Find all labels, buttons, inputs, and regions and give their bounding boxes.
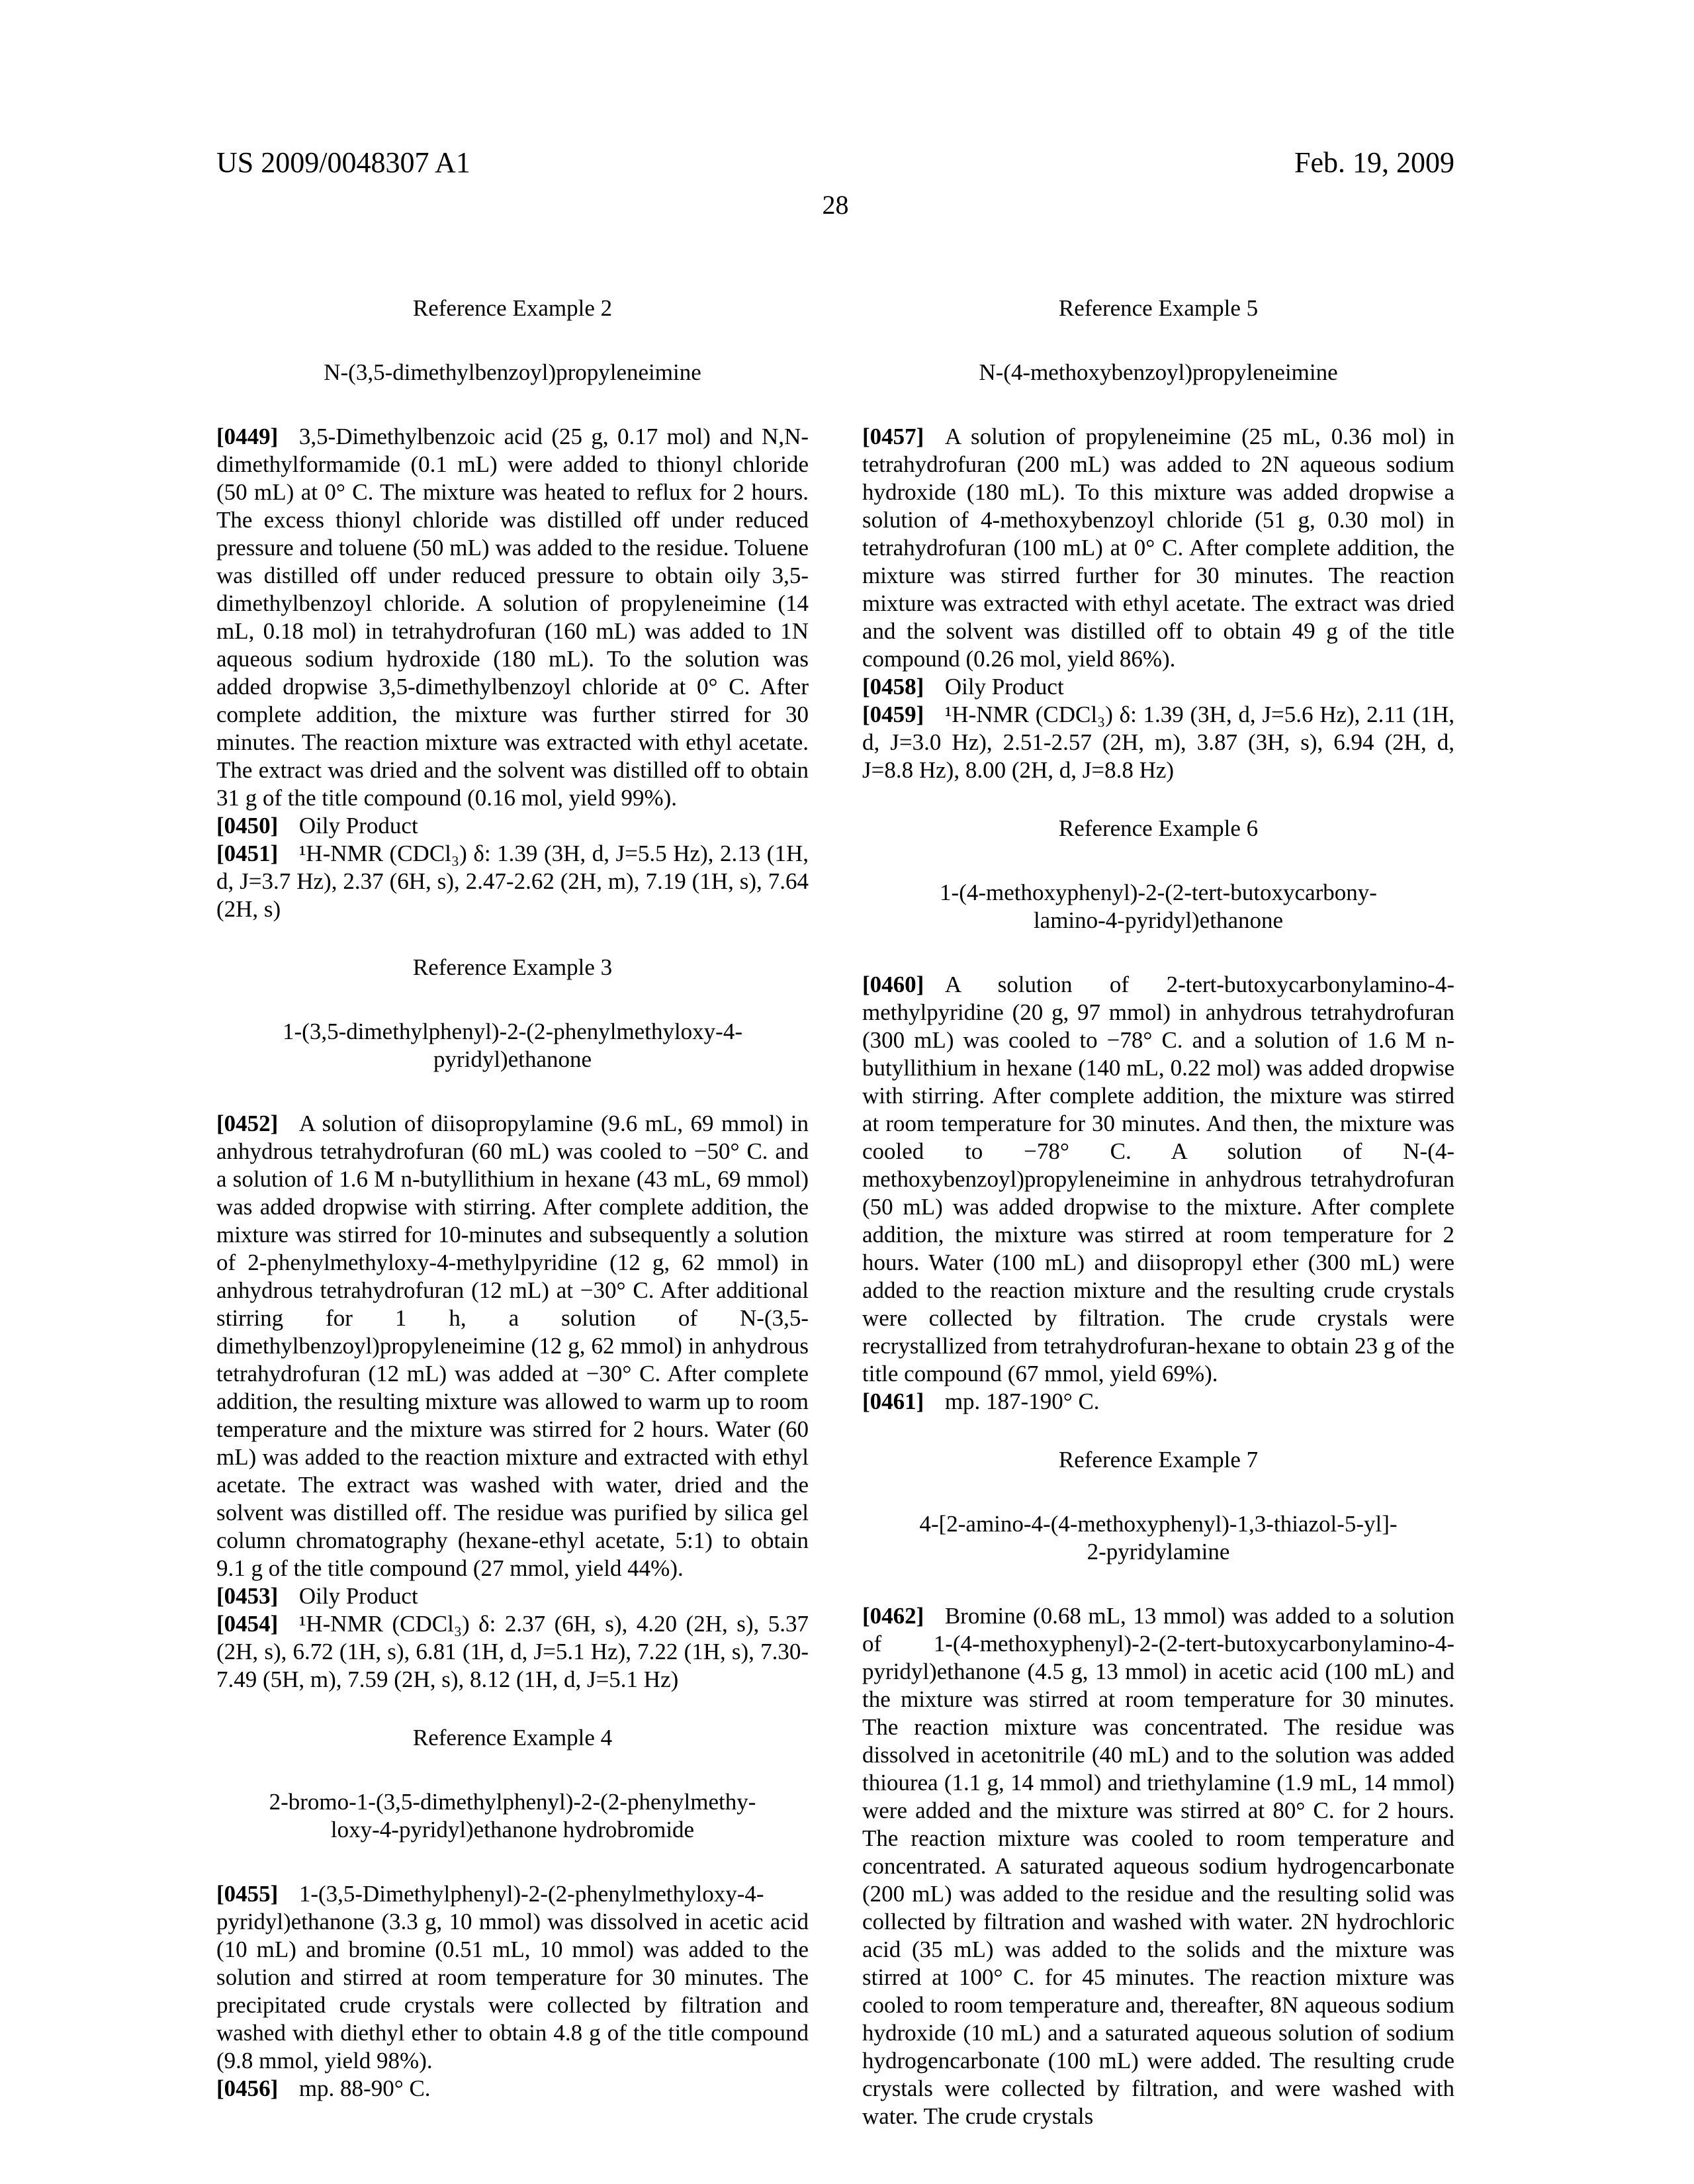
paragraph xyxy=(216,1610,809,1694)
paragraph-text: A solution of propyleneimine (25 mL, 0.36 mol) in tetrahydrofuran (200 mL) was added to 2N aqueous sodium hydroxide (180 mL). To this mixture was added dropwise a solution of 4-methoxybenzoyl chloride (51 g, 0.30 mol) in tetrahydrofuran (100 mL) at 0° C. After complete addition, the mixture was stirred further for 30 minutes. The reaction mixture was extracted with ethyl acetate. The extract was dried and the solvent was distilled off to obtain 49 g of the title compound (0.26 mol, yield 86%). xyxy=(862,424,1454,672)
paragraph xyxy=(216,2075,809,2103)
paragraph xyxy=(216,840,809,923)
section-heading: Reference Example 2 xyxy=(412,295,613,321)
section-heading: Reference Example 7 xyxy=(1058,1447,1259,1473)
paragraph xyxy=(216,812,809,840)
paragraph-text: Oily Product xyxy=(298,1583,418,1609)
section-subheading: N-(3,5-dimethylbenzoyl)propyleneimine xyxy=(324,359,701,385)
paragraph xyxy=(216,1880,809,2075)
paragraph-number: [0462] xyxy=(862,1603,924,1629)
paragraph-text: mp. 187-190° C. xyxy=(944,1388,1100,1414)
paragraph xyxy=(216,1582,809,1610)
paragraph xyxy=(862,423,1454,673)
paragraph xyxy=(216,1110,809,1582)
paragraph-text: mp. 88-90° C. xyxy=(298,2075,431,2101)
paragraph-text: ¹H-NMR (CDCl₃) δ: 2.37 (6H, s), 4.20 (2H, s), 5.37 (2H, s), 6.72 (1H, s), 6.81 (1H, d, J=5.1 Hz), 7.22 (1H, s), 7.30-7.49 (5H, m), 7.59 (2H, s), 8.12 (1H, d, J=5.1 Hz) xyxy=(216,1611,809,1692)
paragraph-number: [0461] xyxy=(862,1388,924,1414)
paragraph-number: [0456] xyxy=(216,2075,279,2101)
paragraph-number: [0449] xyxy=(216,424,279,449)
section-heading: Reference Example 5 xyxy=(1058,295,1259,321)
paragraph-number: [0453] xyxy=(216,1583,279,1609)
text-columns xyxy=(216,295,1454,2130)
publication-date: Feb. 19, 2009 xyxy=(1294,146,1454,179)
paragraph-text: Oily Product xyxy=(944,674,1064,700)
column-left xyxy=(216,295,809,2130)
paragraph-number: [0454] xyxy=(216,1611,279,1637)
paragraph-number: [0458] xyxy=(862,674,924,700)
paragraph-number: [0457] xyxy=(862,424,924,449)
paragraph xyxy=(862,673,1454,701)
paragraph xyxy=(862,1602,1454,2130)
paragraph-number: [0452] xyxy=(216,1111,279,1136)
paragraph-number: [0450] xyxy=(216,813,279,839)
section-subheading: 4-[2-amino-4-(4-methoxyphenyl)-1,3-thiazol-5-yl]- 2-pyridylamine xyxy=(919,1511,1398,1565)
paragraph-text: 1-(3,5-Dimethylphenyl)-2-(2-phenylmethyloxy-4-pyridyl)ethanone (3.3 g, 10 mmol) was dissolved in acetic acid (10 mL) and bromine (0.51 mL, 10 mmol) was added to the solution and stirred at room temperature for 30 minutes. The precipitated crude crystals were collected by filtration and washed with diethyl ether to obtain 4.8 g of the title compound (9.8 mmol, yield 98%). xyxy=(216,1881,809,2073)
paragraph-text: Oily Product xyxy=(298,813,418,839)
section-subheading: 1-(3,5-dimethylphenyl)-2-(2-phenylmethyloxy-4- pyridyl)ethanone xyxy=(283,1019,742,1072)
paragraph xyxy=(862,971,1454,1388)
section-subheading: N-(4-methoxybenzoyl)propyleneimine xyxy=(979,359,1338,385)
paragraph xyxy=(862,701,1454,784)
page-header xyxy=(216,147,1454,179)
page-number: 28 xyxy=(822,190,849,220)
paragraph-number: [0460] xyxy=(862,972,924,997)
publication-number: US 2009/0048307 A1 xyxy=(216,146,470,179)
section-heading: Reference Example 4 xyxy=(412,1725,613,1751)
paragraph xyxy=(862,1388,1454,1416)
section-subheading: 2-bromo-1-(3,5-dimethylphenyl)-2-(2-phenylmethy- loxy-4-pyridyl)ethanone hydrobromide xyxy=(269,1789,756,1843)
paragraph-number: [0451] xyxy=(216,841,279,866)
paragraph-number: [0455] xyxy=(216,1881,279,1907)
paragraph-number: [0459] xyxy=(862,702,924,727)
paragraph-text: A solution of 2-tert-butoxycarbonylamino-4-methylpyridine (20 g, 97 mmol) in anhydrous tetrahydrofuran (300 mL) was cooled to −78° C. and a solution of 1.6 M n-butyllithium in hexane (140 mL, 0.22 mol) was added dropwise with stirring. After complete addition, the mixture was stirred at room temperature for 30 minutes. And then, the mixture was cooled to −78° C. A solution of N-(4-methoxybenzoyl)propyleneimine in anhydrous tetrahydrofuran (50 mL) was added dropwise to the mixture. After complete addition, the mixture was stirred at room temperature for 2 hours. Water (100 mL) and diisopropyl ether (300 mL) were added to the reaction mixture and the resulting crude crystals were collected by filtration. The crude crystals were recrystallized from tetrahydrofuran-hexane to obtain 23 g of the title compound (67 mmol, yield 69%). xyxy=(862,972,1454,1387)
paragraph-text: ¹H-NMR (CDCl₃) δ: 1.39 (3H, d, J=5.5 Hz), 2.13 (1H, d, J=3.7 Hz), 2.37 (6H, s), 2.47-2.62 (2H, m), 7.19 (1H, s), 7.64 (2H, s) xyxy=(216,841,809,922)
section-heading: Reference Example 3 xyxy=(412,954,613,980)
paragraph-text: A solution of diisopropylamine (9.6 mL, 69 mmol) in anhydrous tetrahydrofuran (60 mL) was cooled to −50° C. and a solution of 1.6 M n-butyllithium in hexane (43 mL, 69 mmol) was added dropwise with stirring. After complete addition, the mixture was stirred for 10-minutes and subsequently a solution of 2-phenylmethyloxy-4-methylpyridine (12 g, 62 mmol) in anhydrous tetrahydrofuran (12 mL) at −30° C. After additional stirring for 1 h, a solution of N-(3,5-dimethylbenzoyl)propyleneimine (12 g, 62 mmol) in anhydrous tetrahydrofuran (12 mL) was added at −30° C. After complete addition, the resulting mixture was allowed to warm up to room temperature and the mixture was stirred for 2 hours. Water (60 mL) was added to the reaction mixture and extracted with ethyl acetate. The extract was washed with water, dried and the solvent was distilled off. The residue was purified by silica gel column chromatography (hexane-ethyl acetate, 5:1) to obtain 9.1 g of the title compound (27 mmol, yield 44%). xyxy=(216,1111,809,1581)
paragraph-text: ¹H-NMR (CDCl₃) δ: 1.39 (3H, d, J=5.6 Hz), 2.11 (1H, d, J=3.0 Hz), 2.51-2.57 (2H, m), 3.87 (3H, s), 6.94 (2H, d, J=8.8 Hz), 8.00 (2H, d, J=8.8 Hz) xyxy=(862,702,1454,783)
column-right xyxy=(862,295,1454,2130)
section-subheading: 1-(4-methoxyphenyl)-2-(2-tert-butoxycarbony- lamino-4-pyridyl)ethanone xyxy=(940,880,1377,933)
paragraph xyxy=(216,423,809,812)
section-heading: Reference Example 6 xyxy=(1058,815,1259,841)
paragraph-text: Bromine (0.68 mL, 13 mmol) was added to a solution of 1-(4-methoxyphenyl)-2-(2-tert-butoxycarbonylamino-4-pyridyl)ethanone (4.5 g, 13 mmol) in acetic acid (100 mL) and the mixture was stirred at room temperature for 30 minutes. The reaction mixture was concentrated. The residue was dissolved in acetonitrile (40 mL) and to the solution was added thiourea (1.1 g, 14 mmol) and triethylamine (1.9 mL, 14 mmol) were added and the mixture was stirred at 80° C. for 2 hours. The reaction mixture was cooled to room temperature and concentrated. A saturated aqueous sodium hydrogencarbonate (200 mL) was added to the residue and the resulting solid was collected by filtration and washed with water. 2N hydrochloric acid (35 mL) was added to the solids and the mixture was stirred at 100° C. for 45 minutes. The reaction mixture was cooled to room temperature and, thereafter, 8N aqueous sodium hydroxide (10 mL) and a saturated aqueous solution of sodium hydrogencarbonate (100 mL) were added. The resulting crude crystals were collected by filtration, and were washed with water. The crude crystals xyxy=(862,1603,1454,2129)
paragraph-text: 3,5-Dimethylbenzoic acid (25 g, 0.17 mol) and N,N-dimethylformamide (0.1 mL) were added to thionyl chloride (50 mL) at 0° C. The mixture was heated to reflux for 2 hours. The excess thionyl chloride was distilled off under reduced pressure and toluene (50 mL) was added to the residue. Toluene was distilled off under reduced pressure to obtain oily 3,5-dimethylbenzoyl chloride. A solution of propyleneimine (14 mL, 0.18 mol) in tetrahydrofuran (160 mL) was added to 1N aqueous sodium hydroxide (180 mL). To the solution was added dropwise 3,5-dimethylbenzoyl chloride at 0° C. After complete addition, the mixture was further stirred for 30 minutes. The reaction mixture was extracted with ethyl acetate. The extract was dried and the solvent was distilled off to obtain 31 g of the title compound (0.16 mol, yield 99%). xyxy=(216,424,809,811)
